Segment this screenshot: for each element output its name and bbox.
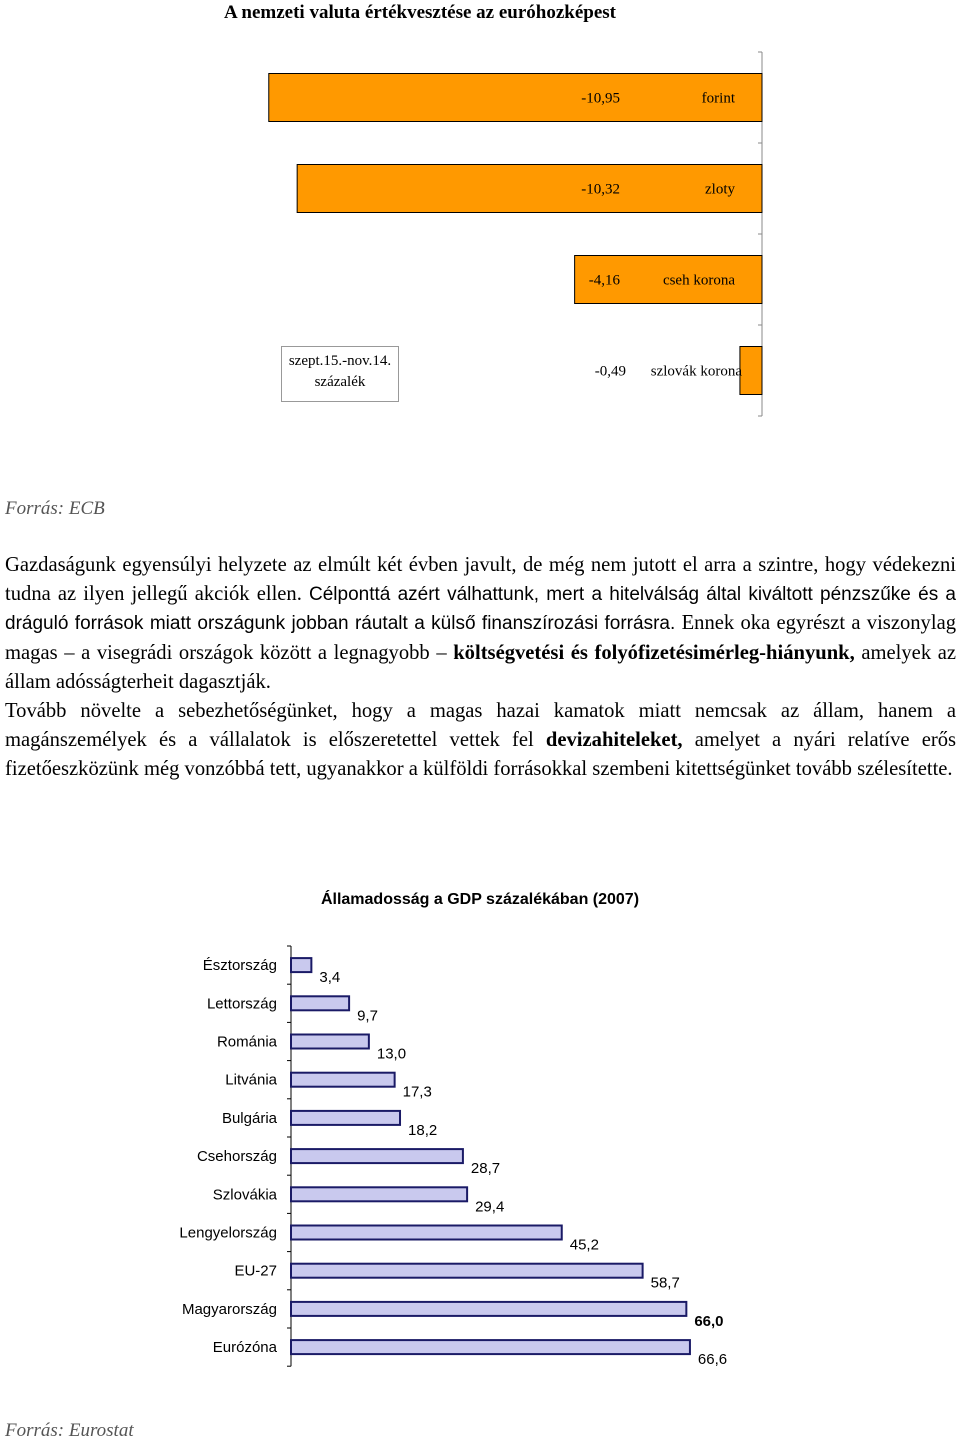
chart2-value-label: 13,0 <box>376 1045 407 1063</box>
chart2-category-label: Bulgária <box>221 1109 277 1127</box>
chart1-bar <box>740 347 762 395</box>
chart1-category-label: zloty <box>705 181 735 198</box>
p1-text: Gazdaságunk egyensúlyi helyzete az elmúlt két évben javult, de még nem jutott el arra a szintre, hogy védekezni tudna az ilyen jellegű akciók ellen. <box>5 554 956 606</box>
chart2-category-label: EU-27 <box>234 1262 277 1280</box>
chart1-category-label: szlovák korona <box>650 363 742 380</box>
chart2-source: Forrás: Eurostat <box>5 1420 134 1441</box>
p3-bold-text: devizahiteleket, <box>545 729 683 752</box>
chart1-title: A nemzeti valuta értékvesztése az euróhozképest <box>223 2 617 23</box>
chart1-category-label: forint <box>701 90 735 107</box>
chart2-bar <box>291 996 349 1010</box>
chart2-value-label: 66,0 <box>694 1312 724 1330</box>
chart2-title: Államadosság a GDP százalékában (2007) <box>320 891 640 908</box>
chart2-category-label: Szlovákia <box>212 1186 277 1204</box>
chart2-category-label: Magyarország <box>181 1300 277 1318</box>
gov-debt-chart <box>0 930 960 1370</box>
chart2-bar <box>291 1035 369 1049</box>
chart1-value-label: -10,32 <box>581 181 620 198</box>
chart2-category-label: Eurózóna <box>212 1339 277 1357</box>
chart2-category-label: Csehország <box>196 1148 277 1166</box>
chart1-value-label: -10,95 <box>581 90 620 107</box>
chart2-category-label: Észtország <box>202 957 277 975</box>
chart1-value-label: -0,49 <box>594 363 626 380</box>
chart2-bar <box>291 1187 467 1201</box>
currency-depreciation-chart <box>0 40 960 420</box>
chart2-bar <box>291 1073 395 1087</box>
chart2-value-label: 66,6 <box>697 1351 728 1369</box>
chart1-value-label: -4,16 <box>588 272 620 289</box>
p3-text-a: Tovább növelte a sebezhetőségünket, hogy a magas hazai kamatok miatt nemcsak az állam, hanem a magánszemélyek és a vállalatok is előszeretettel vettek fel <box>5 700 956 752</box>
chart2-bar <box>291 1264 643 1278</box>
chart2-value-label: 58,7 <box>650 1274 680 1292</box>
chart2-category-label: Lettország <box>206 995 277 1013</box>
chart2-category-label: Lengyelország <box>179 1224 277 1242</box>
chart1-legend <box>281 346 399 402</box>
chart2-category-label: Románia <box>216 1033 277 1051</box>
p2-text-a: Ennek oka egyrészt a viszonylag magas – a visegrádi országok között a legnagyobb – <box>5 612 957 664</box>
p1-sans-text: Célponttá azért válhattunk, mert a hitelválság által kiváltott pénzszűke és a dráguló források miatt országunk jobban ráutalt a külső finanszírozási forrásra. <box>5 584 956 635</box>
chart2-bar <box>291 1226 562 1240</box>
chart1-source: Forrás: ECB <box>5 498 105 519</box>
chart2-bar <box>291 1302 686 1316</box>
chart2-bar <box>291 1149 463 1163</box>
paragraph-1 <box>5 551 956 697</box>
p3-text-b: amelyet a nyári relatíve erős fizetőeszközünk még vonzóbbá tett, ugyanakkor a külföldi forrásokkal szembeni kitettségünket tovább szélesítette. <box>5 729 957 781</box>
chart1-bar <box>269 74 762 122</box>
chart1-category-label: cseh korona <box>662 272 735 289</box>
chart2-value-label: 29,4 <box>475 1198 505 1216</box>
body-text <box>5 551 956 785</box>
chart2-bar <box>291 1340 690 1354</box>
p2-bold-text: költségvetési és folyófizetésimérleg-hiányunk, <box>453 641 855 664</box>
chart2-bar <box>291 958 311 972</box>
chart2-category-label: Litvánia <box>225 1071 277 1089</box>
legend-line-unit: százalék <box>314 374 366 390</box>
chart2-value-label: 18,2 <box>408 1121 438 1139</box>
legend-line-period: szept.15.-nov.14. <box>288 353 392 369</box>
chart2-value-label: 3,4 <box>319 969 341 987</box>
chart1-bar <box>297 165 762 213</box>
chart2-value-label: 9,7 <box>357 1007 378 1025</box>
chart2-value-label: 28,7 <box>470 1160 501 1178</box>
chart2-bar <box>291 1111 400 1125</box>
chart2-value-label: 45,2 <box>569 1236 599 1254</box>
p2-text-b: amelyek az állam adósságterheit dagasztják. <box>5 641 956 693</box>
paragraph-2 <box>5 697 956 785</box>
chart2-value-label: 17,3 <box>402 1083 432 1101</box>
